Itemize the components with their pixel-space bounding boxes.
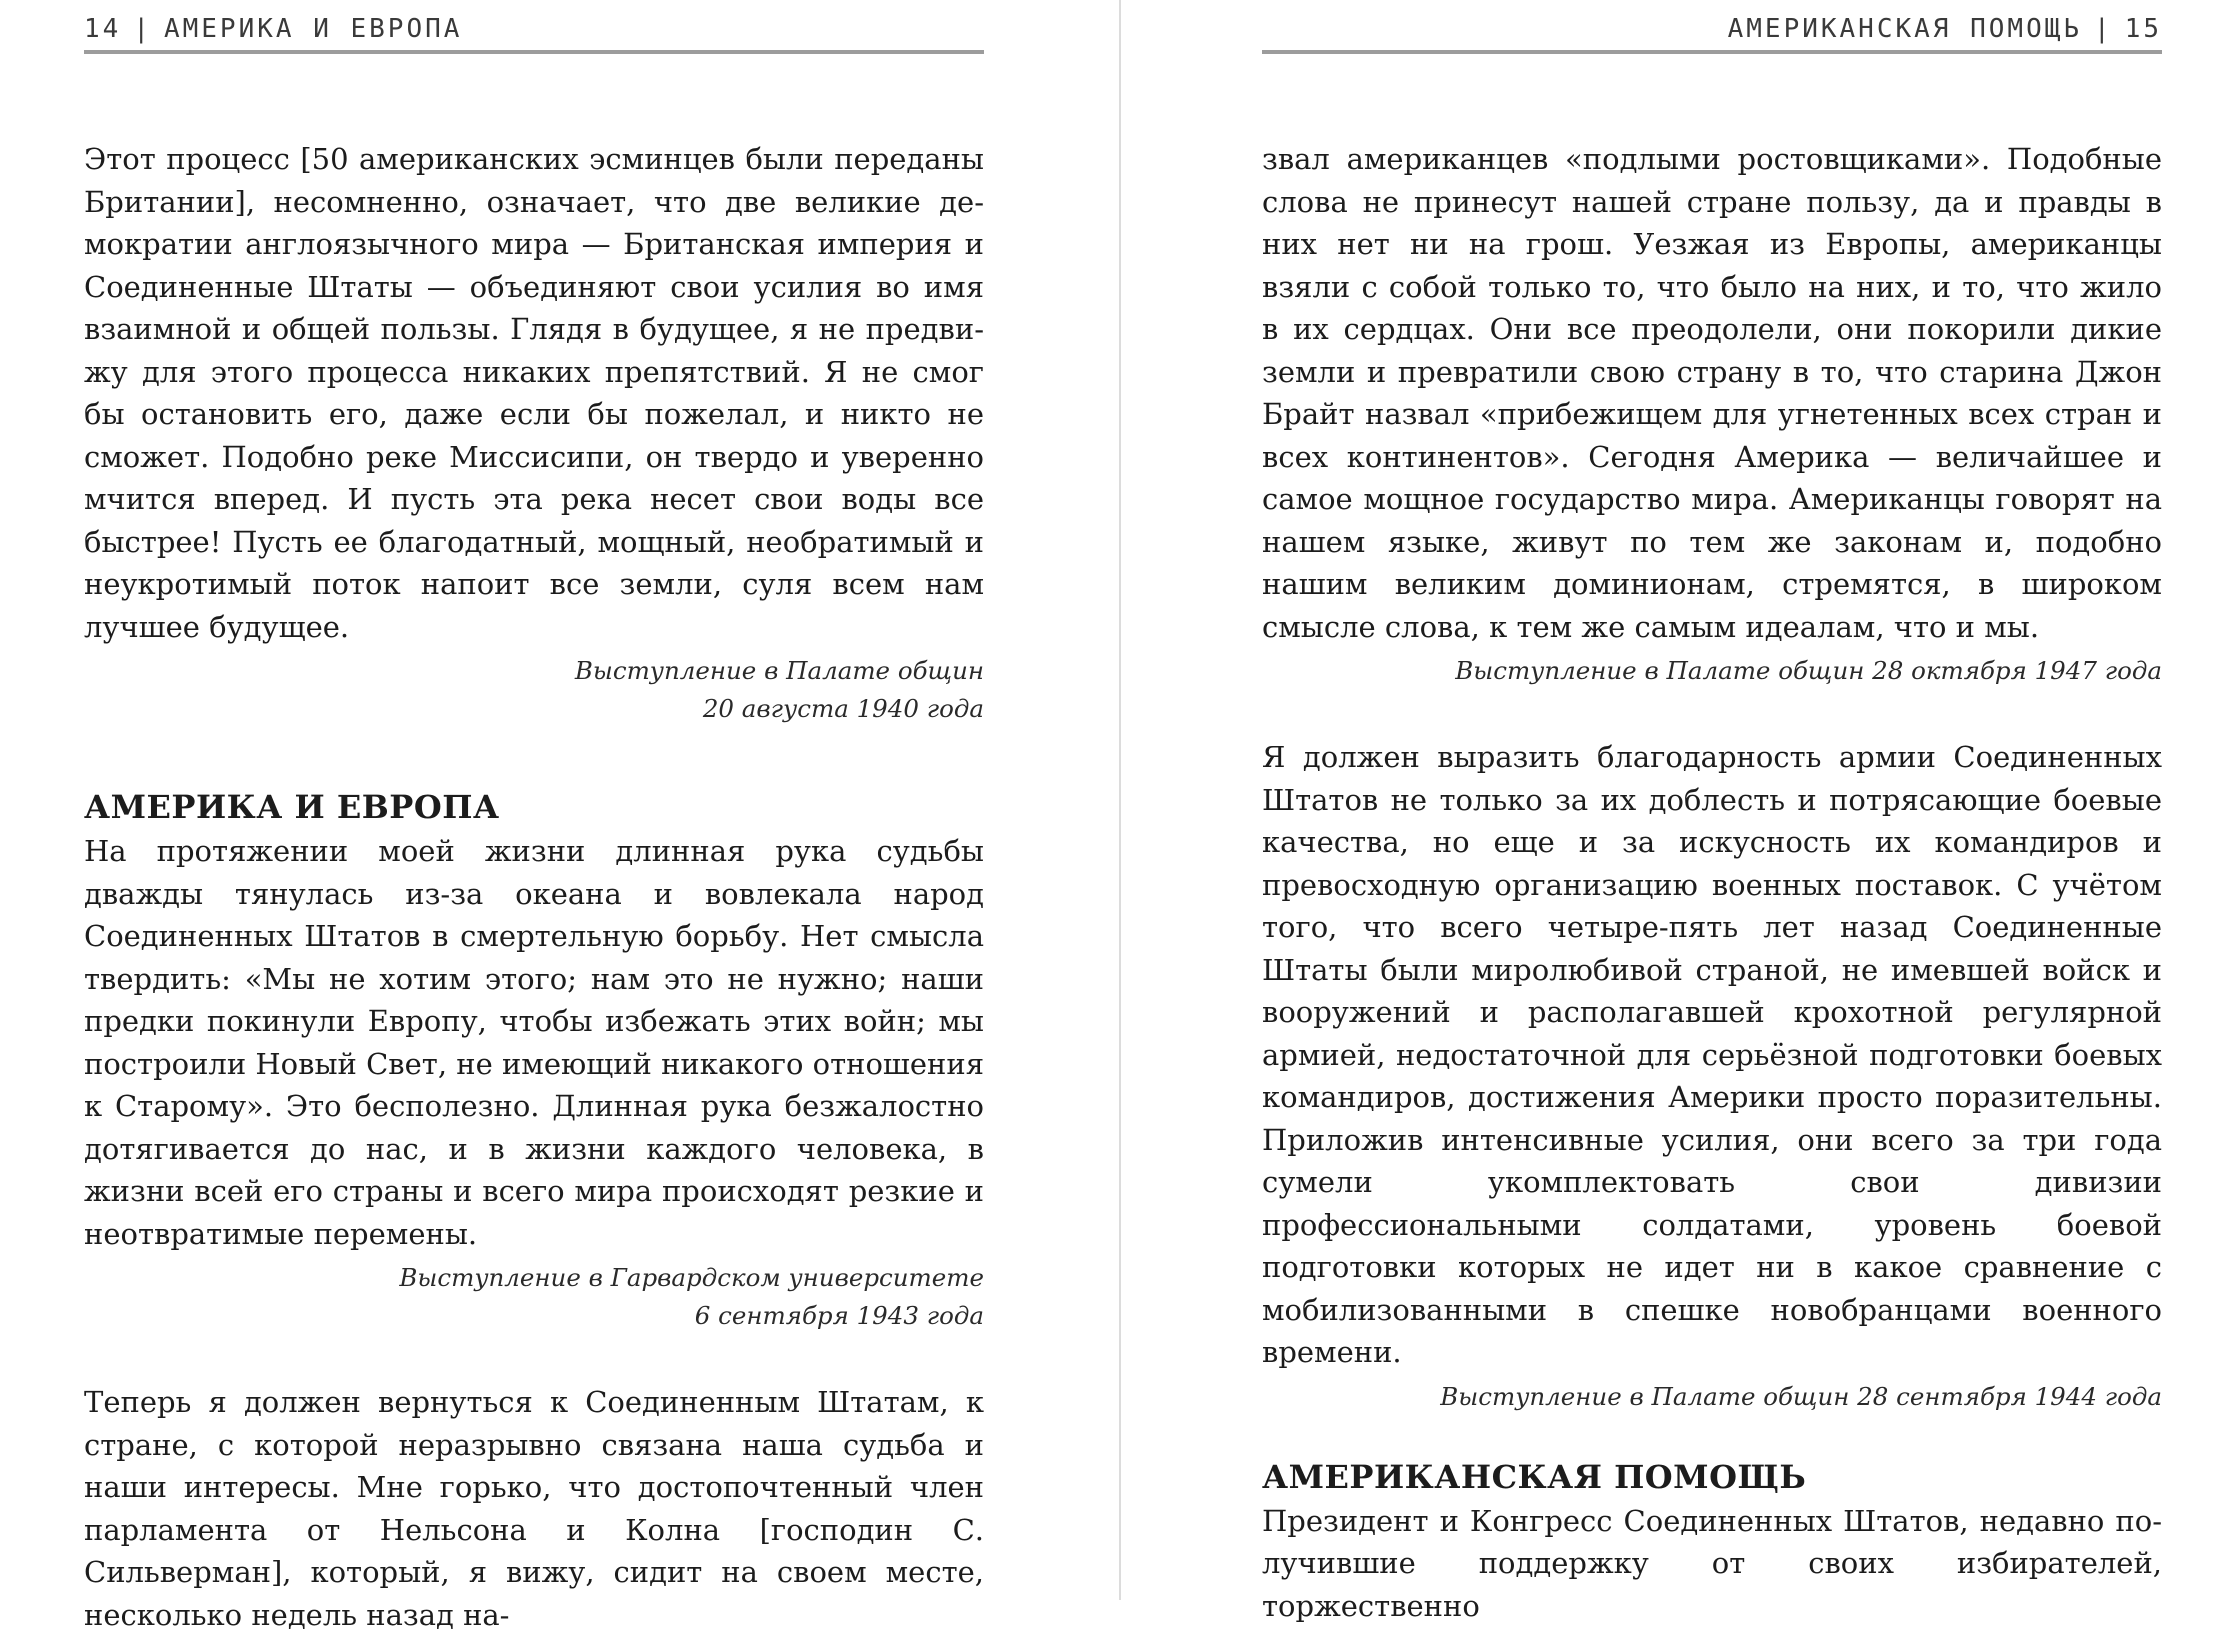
right-page-content (1262, 138, 2162, 1627)
quote-paragraph: Я должен выразить благодарность армии Соединенных Штатов не только за их доблесть и потрясающие боевые качества, но еще и за искусность их командиров и превосходную организацию военных поставок. С учётом того, что всего четыре-пять лет назад Соединенные Штаты были миролюбивой страной, не имевшей войск и вооружений и располагавшей крохотной регулярной армией, недостаточной для серьёзной подготовки боевых командиров, достижения Америки просто поразительны. Приложив интенсивные усилия, они всего за три года сумели укомплектовать свои дивизии профессиональными солдатами, уровень боевой подготовки которых не идет ни в какое сравнение с мобилизованными в спешке новобранцами военного времени. (1262, 740, 2162, 1369)
left-page-content (84, 138, 984, 1636)
left-running-head (84, 14, 984, 54)
quote-attribution (84, 1259, 984, 1335)
attribution-date: 20 августа 1940 года (702, 694, 984, 723)
left-running-title: АМЕРИКА И ЕВРОПА (163, 14, 463, 44)
section-heading: АМЕРИКАНСКАЯ ПОМОЩЬ (1262, 1457, 1807, 1496)
right-page (1262, 0, 2162, 1623)
quote-attribution (84, 652, 984, 728)
quote-attribution: Выступление в Палате общин 28 сентября 1944 года (1440, 1381, 2162, 1411)
right-page-number: 15 (2124, 14, 2162, 44)
left-page (84, 0, 984, 1632)
quote-paragraph: Теперь я должен вернуться к Соединенным Штатам, к стране, с которой неразрывно связана наша судьба и наши интересы. Мне горько, что достопочтенный член парламента от Нельсона и Колна [господин С. Сильверман], который, я вижу, сидит на своем месте, несколько недель назад на- (84, 1385, 984, 1632)
quote-attribution: Выступление в Палате общин 28 октября 1947 года (1455, 656, 2162, 685)
section-heading: АМЕРИКА И ЕВРОПА (84, 788, 500, 826)
right-header-separator: | (2094, 14, 2113, 44)
left-header-separator: | (133, 14, 152, 44)
right-running-head (1262, 14, 2162, 54)
attribution-source: Выступление в Палате общин (574, 656, 984, 685)
quote-paragraph: звал американцев «подлыми ростовщиками». Подобные слова не принесут нашей стране пользу, да и правды в них нет ни на грош. Уезжая из Европы, американцы взяли с собой только то, что было на них, и то, что жило в их сердцах. Они все преодолели, они покорили дикие земли и превратили свою страну в то, что старина Джон Брайт назвал «прибежищем для угнетенных всех стран и всех континентов». Сегодня Америка — величайшее и самое мощное государство мира. Американцы говорят на нашем языке, живут по тем же законам и, подобно нашим великим доминионам, стремятся, в широком смысле слова, к тем же самым идеалам, что и мы. (1262, 142, 2162, 644)
right-running-title: АМЕРИКАНСКАЯ ПОМОЩЬ (1727, 14, 2083, 44)
attribution-date: 6 сентября 1943 года (694, 1301, 984, 1330)
page-gutter (1119, 0, 1121, 1600)
quote-paragraph: На протяжении моей жизни длинная рука судьбы дважды тянулась из-за океана и вовлекала народ Соединенных Штатов в смертельную борьбу. Нет смысла твердить: «Мы не хотим этого; нам это не нужно; наши предки покинули Европу, чтобы избежать этих войн; мы построили Новый Свет, не имеющий никакого отношения к Старому». Это бесполезно. Длинная рука безжалостно дотягивается до нас, и в жизни каждого человека, в жизни всей его страны и всего мира происходят резкие и неотвратимые перемены. (84, 834, 984, 1251)
quote-paragraph: Этот процесс [50 американских эсминцев были переданы Британии], несомненно, означает, что две великие демократии англоязычного мира — Британская империя и Соединенные Штаты — объединяют свои усилия во имя взаимной и общей пользы. Глядя в будущее, я не предвижу для этого процесса никаких препятствий. Я не смог бы остановить его, даже если бы пожелал, и никто не сможет. Подобно реке Миссисипи, он твердо и уверенно мчится вперед. И пусть эта река несет свои воды все быстрее! Пусть ее благодатный, мощный, необратимый и неукротимый поток напоит все земли, суля всем нам лучшее будущее. (84, 142, 984, 644)
attribution-source: Выступление в Гарвардском университете (399, 1263, 984, 1292)
left-page-number: 14 (84, 14, 122, 44)
quote-paragraph: Президент и Конгресс Соединенных Штатов, недавно получившие поддержку от своих избирателей, торжественно (1262, 1503, 2162, 1623)
